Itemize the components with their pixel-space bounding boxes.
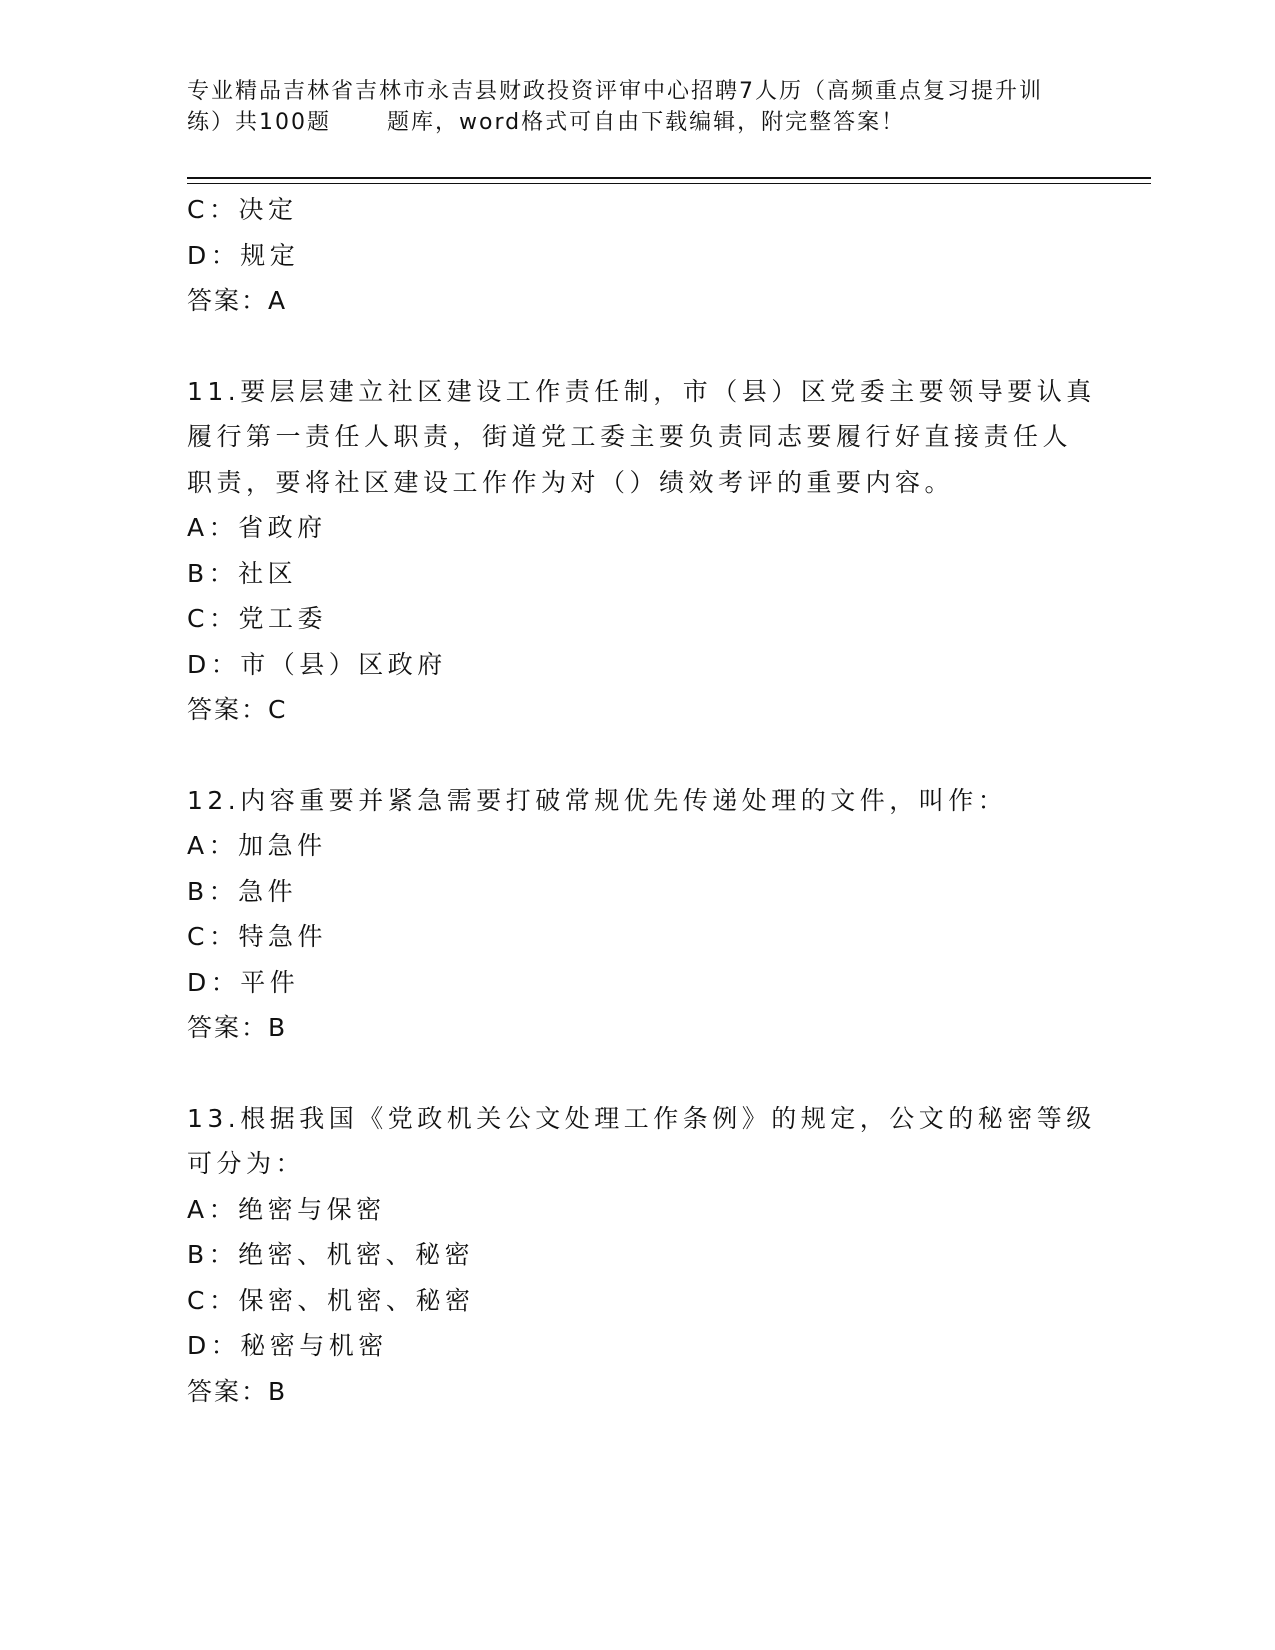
option-d: D：平件 [187, 967, 300, 997]
option-b: B：急件 [187, 876, 298, 906]
answer-line: 答案：C [187, 695, 288, 724]
question-text-line: 13.根据我国《党政机关公文处理工作条例》的规定，公文的秘密等级 [187, 1103, 1096, 1133]
header-rule-thin [187, 183, 1151, 184]
option-d: D：市（县）区政府 [187, 649, 447, 679]
option-a: A：加急件 [187, 831, 327, 860]
option-a: A：绝密与保密 [187, 1194, 386, 1224]
header-line-2 [187, 107, 1087, 138]
answer-line: 答案：B [187, 1376, 288, 1406]
option-c: C：特急件 [187, 922, 327, 951]
document-header [187, 76, 1087, 138]
question-11 [187, 369, 1096, 733]
question-text-line: 履行第一责任人职责，街道党工委主要负责同志要履行好直接责任人 [187, 422, 1073, 451]
question-text-line: 职责，要将社区建设工作作为对（）绩效考评的重要内容。 [187, 467, 955, 497]
answer-line: 答案：B [187, 1013, 288, 1042]
answer-line: 答案：A [187, 286, 288, 315]
option-b: B：绝密、机密、秘密 [187, 1240, 475, 1269]
option-d: D：秘密与机密 [187, 1331, 388, 1360]
continued-question [187, 187, 1087, 324]
option-d: D：规定 [187, 240, 300, 270]
header-line-1: 专业精品吉林省吉林市永吉县财政投资评审中心招聘7人历（高频重点复习提升训 [187, 79, 1043, 104]
option-c: C：保密、机密、秘密 [187, 1285, 475, 1315]
option-b: B：社区 [187, 558, 298, 588]
option-c: C：党工委 [187, 604, 327, 633]
question-text-line: 12.内容重要并紧急需要打破常规优先传递处理的文件，叫作： [187, 785, 1008, 815]
header-line-2-end: 题库，word格式可自由下载编辑，附完整答案！ [387, 110, 906, 135]
document-body [187, 187, 1096, 1414]
header-line-2-start: 练）共100题 [187, 110, 331, 135]
option-a: A：省政府 [187, 513, 327, 542]
option-c: C：决定 [187, 195, 298, 224]
header-rule-thick [187, 177, 1151, 179]
question-12 [187, 778, 1087, 1051]
question-13 [187, 1096, 1096, 1415]
question-text-line: 11.要层层建立社区建设工作责任制，市（县）区党委主要领导要认真 [187, 376, 1096, 406]
question-text-line: 可分为： [187, 1149, 306, 1178]
